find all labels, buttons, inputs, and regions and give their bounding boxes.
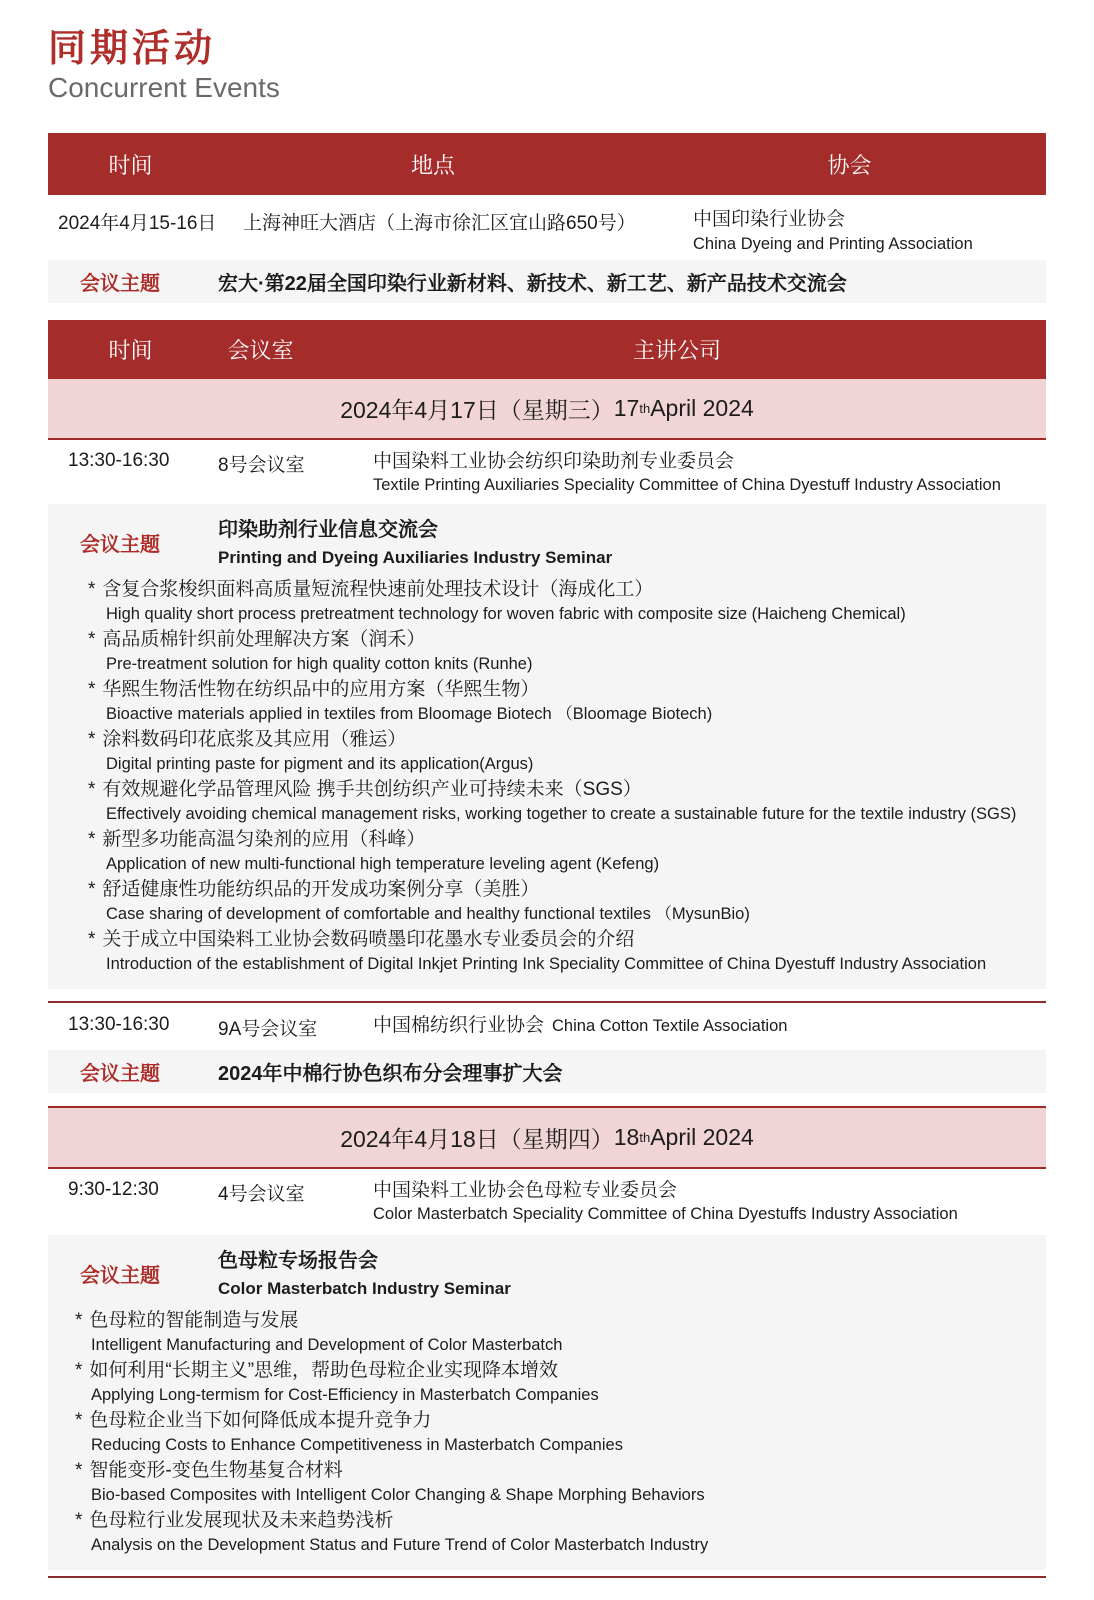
item-en: Reducing Costs to Enhance Competitiveness in Masterbatch Companies: [91, 1436, 623, 1454]
session3-organizer-zh: 中国染料工业协会色母粒专业委员会: [373, 1180, 678, 1201]
item-zh: 新型多功能高温匀染剂的应用（科峰）: [102, 829, 426, 850]
topic-label: 会议主题: [80, 1265, 160, 1287]
item-en: High quality short process pretreatment technology for woven fabric with composite size (Haicheng Chemical): [106, 605, 906, 623]
schedule-col-room: 会议室: [227, 338, 294, 363]
session1-time: 13:30-16:30: [68, 450, 170, 471]
session-row-3: [48, 1179, 1046, 1225]
day2-date-en: April 2024: [650, 1124, 754, 1150]
bullet-marker: *: [88, 779, 96, 800]
item-zh: 涂料数码印花底浆及其应用（雅运）: [102, 729, 407, 750]
seminar1-title-en: Printing and Dyeing Auxiliaries Industry Seminar: [218, 548, 613, 567]
session2-topic-bar: [48, 1050, 1046, 1093]
bullet-marker: *: [88, 829, 96, 850]
day2-date-num: 18: [613, 1124, 640, 1150]
schedule-col-company: 主讲公司: [632, 338, 721, 363]
seminar1-list: [48, 577, 1046, 977]
bullet-marker: *: [75, 1510, 83, 1531]
seminar2-title-zh: 色母粒专场报告会: [218, 1250, 378, 1272]
schedule-table-header: [48, 320, 1046, 379]
session2-room: 9A号会议室: [218, 1019, 318, 1040]
schedule-col-time: 时间: [108, 338, 153, 363]
session2-time: 13:30-16:30: [68, 1014, 170, 1035]
list-item: [48, 727, 1046, 777]
venue-col-association: 协会: [827, 152, 872, 178]
day2-date-zh: 2024年4月18日（星期四）: [340, 1126, 614, 1152]
venue-time: 2024年4月15-16日: [58, 213, 217, 234]
seminar-section-2: [48, 1235, 1046, 1570]
session1-room: 8号会议室: [218, 455, 305, 476]
item-en: Intelligent Manufacturing and Development of Color Masterbatch: [91, 1336, 563, 1354]
session-row-2: [48, 1014, 1046, 1041]
item-zh: 色母粒企业当下如何降低成本提升竞争力: [89, 1410, 432, 1431]
item-en: Effectively avoiding chemical management risks, working together to create a sustainable future for the textile industry (SGS): [106, 805, 1017, 823]
list-item: [48, 1458, 1046, 1508]
item-en: Applying Long-termism for Cost-Efficiency in Masterbatch Companies: [91, 1386, 599, 1404]
bullet-marker: *: [88, 879, 96, 900]
bullet-marker: *: [88, 629, 96, 650]
list-item: [48, 827, 1046, 877]
venue-location: 上海神旺大酒店（上海市徐汇区宜山路650号）: [243, 213, 636, 234]
item-zh: 舒适健康性功能纺织品的开发成功案例分享（美胜）: [102, 879, 540, 900]
topic-label: 会议主题: [80, 534, 160, 556]
session2-organizer-zh: 中国棉纺织行业协会: [373, 1015, 545, 1036]
date-banner-day2: 2024年4月18日（星期四） 18 th April 2024: [48, 1106, 1046, 1169]
list-item: [48, 777, 1046, 827]
item-en: Digital printing paste for pigment and its application(Argus): [106, 755, 534, 773]
venue-topic-text: 宏大·第22届全国印染行业新材料、新技术、新工艺、新产品技术交流会: [218, 273, 847, 295]
day1-date-zh: 2024年4月17日（星期三）: [340, 397, 614, 423]
item-en: Analysis on the Development Status and Future Trend of Color Masterbatch Industry: [91, 1536, 709, 1554]
item-zh: 华熙生物活性物在纺织品中的应用方案（华熙生物）: [102, 679, 540, 700]
seminar1-title-zh: 印染助剂行业信息交流会: [218, 519, 438, 541]
list-item: [48, 1508, 1046, 1558]
bullet-marker: *: [88, 929, 96, 950]
day1-date-num: 17: [613, 395, 640, 421]
seminar2-header: [48, 1249, 1046, 1299]
venue-col-location: 地点: [410, 152, 455, 178]
seminar1-titles: [218, 518, 612, 568]
item-en: Bioactive materials applied in textiles from Bloomage Biotech （Bloomage Biotech): [106, 705, 713, 723]
session3-time: 9:30-12:30: [68, 1179, 159, 1200]
venue-association-zh: 中国印染行业协会: [693, 209, 846, 230]
item-zh: 色母粒行业发展现状及未来趋势浅析: [89, 1510, 394, 1531]
list-item: [48, 577, 1046, 627]
seminar2-title-en: Color Masterbatch Industry Seminar: [218, 1279, 511, 1298]
seminar1-header: [48, 518, 1046, 568]
bullet-marker: *: [75, 1310, 83, 1331]
session-row-1: [48, 450, 1046, 496]
item-zh: 高品质棉针织前处理解决方案（润禾）: [102, 629, 426, 650]
bullet-marker: *: [75, 1460, 83, 1481]
session2-topic-text: 2024年中棉行协色织布分会理事扩大会: [218, 1063, 563, 1085]
list-item: [48, 1408, 1046, 1458]
seminar-section-1: [48, 504, 1046, 989]
day1-date-en: April 2024: [650, 395, 754, 421]
item-zh: 有效规避化学品管理风险 携手共创纺织产业可持续未来（SGS）: [102, 779, 642, 800]
venue-table-header: [48, 133, 1046, 195]
date-banner-day1: 2024年4月17日（星期三） 17 th April 2024: [48, 379, 1046, 440]
session1-organizer: [373, 450, 1001, 496]
session1-organizer-zh: 中国染料工业协会纺织印染助剂专业委员会: [373, 451, 735, 472]
session3-organizer-en: Color Masterbatch Speciality Committee of China Dyestuffs Industry Association: [373, 1205, 958, 1223]
item-zh: 色母粒的智能制造与发展: [89, 1310, 299, 1331]
bullet-marker: *: [88, 579, 96, 600]
venue-association: [693, 208, 973, 255]
venue-association-en: China Dyeing and Printing Association: [693, 235, 973, 253]
item-en: Case sharing of development of comfortable and healthy functional textiles （MysunBio): [106, 905, 750, 923]
item-zh: 含复合浆梭织面料高质量短流程快速前处理技术设计（海成化工）: [102, 579, 654, 600]
page-subtitle: Concurrent Events: [48, 72, 280, 103]
item-en: Pre-treatment solution for high quality cotton knits (Runhe): [106, 655, 533, 673]
list-item: [48, 627, 1046, 677]
session1-organizer-en: Textile Printing Auxiliaries Speciality Committee of China Dyestuff Industry Association: [373, 476, 1001, 494]
page-title: 同期活动: [48, 28, 217, 70]
list-item: [48, 1358, 1046, 1408]
seminar2-list: [48, 1308, 1046, 1558]
venue-row: [48, 195, 1046, 255]
list-item: [48, 877, 1046, 927]
list-item: [48, 1308, 1046, 1358]
item-zh: 如何利用“长期主义”思维，帮助色母粒企业实现降本增效: [89, 1360, 559, 1381]
topic-label: 会议主题: [80, 1063, 160, 1085]
session3-room: 4号会议室: [218, 1184, 305, 1205]
venue-topic-bar: [48, 260, 1046, 303]
bullet-marker: *: [88, 729, 96, 750]
topic-label: 会议主题: [80, 273, 160, 295]
item-en: Introduction of the establishment of Digital Inkjet Printing Ink Speciality Committee of China Dyestuff Industry Association: [106, 955, 987, 973]
session3-organizer: [373, 1179, 958, 1225]
bottom-rule: [48, 1576, 1046, 1578]
item-en: Application of new multi-functional high temperature leveling agent (Kefeng): [106, 855, 660, 873]
bullet-marker: *: [75, 1410, 83, 1431]
item-zh: 关于成立中国染料工业协会数码喷墨印花墨水专业委员会的介绍: [102, 929, 635, 950]
list-item: [48, 927, 1046, 977]
session2-organizer: [373, 1014, 787, 1041]
bullet-marker: *: [88, 679, 96, 700]
bullet-marker: *: [75, 1360, 83, 1381]
session2-organizer-en: China Cotton Textile Association: [552, 1017, 788, 1035]
list-item: [48, 677, 1046, 727]
item-en: Bio-based Composites with Intelligent Color Changing & Shape Morphing Behaviors: [91, 1486, 705, 1504]
seminar2-titles: [218, 1249, 511, 1299]
item-zh: 智能变形-变色生物基复合材料: [89, 1460, 343, 1481]
venue-col-time: 时间: [108, 152, 153, 178]
section-divider: [48, 1001, 1046, 1003]
